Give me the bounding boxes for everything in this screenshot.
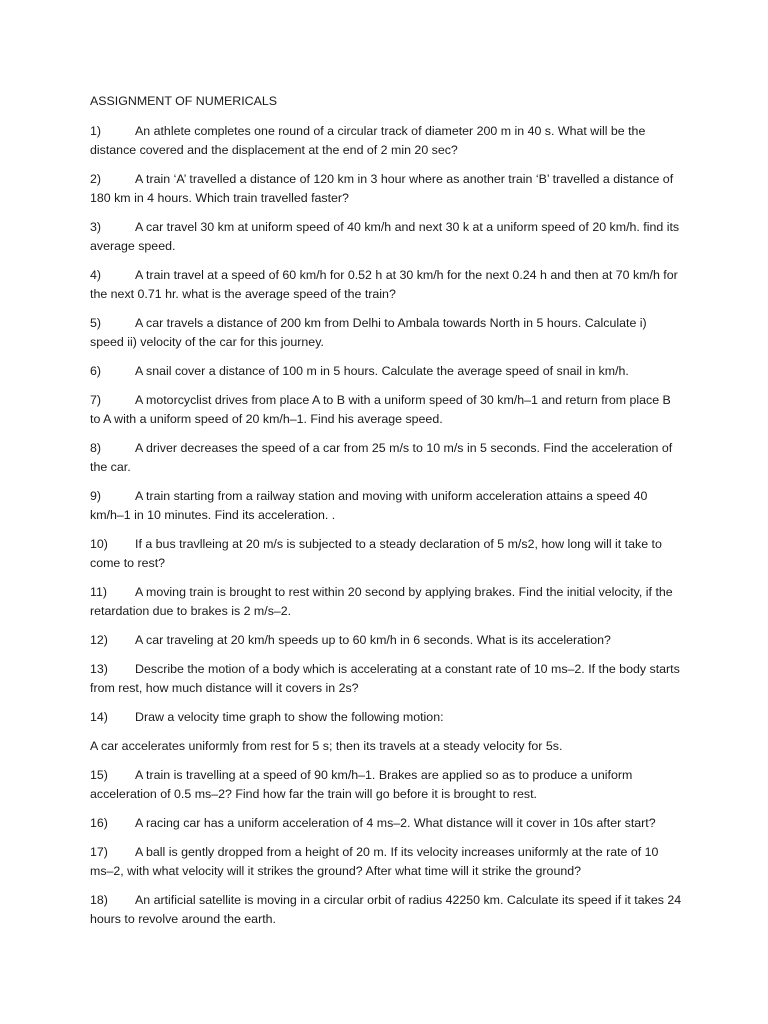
question-item bbox=[90, 218, 682, 256]
question-item bbox=[90, 891, 682, 929]
question-item bbox=[90, 708, 682, 727]
question-item bbox=[90, 439, 682, 477]
question-text: A moving train is brought to rest within 20 second by applying brakes. Find the initial velocity, if the retardation due to brakes is 2 m/s–2. bbox=[90, 585, 673, 618]
question-item bbox=[90, 535, 682, 573]
document-body bbox=[90, 92, 682, 939]
question-text: A car traveling at 20 km/h speeds up to 60 km/h in 6 seconds. What is its acceleration? bbox=[135, 633, 611, 647]
question-number: 6) bbox=[90, 364, 102, 378]
question-number: 12) bbox=[90, 633, 108, 647]
question-item bbox=[90, 314, 682, 352]
question-item bbox=[90, 631, 682, 650]
question-number: 4) bbox=[90, 268, 102, 282]
question-number: 15) bbox=[90, 768, 108, 782]
question-text: A train travel at a speed of 60 km/h for 0.52 h at 30 km/h for the next 0.24 h and then at 70 km/h for the next 0.71 hr. what is the average speed of the train? bbox=[90, 268, 678, 301]
q14-detail-text: A car accelerates uniformly from rest for 5 s; then its travels at a steady velocity for 5s. bbox=[90, 739, 563, 753]
question-item bbox=[90, 266, 682, 304]
question-number: 1) bbox=[90, 124, 102, 138]
question-text: A car travel 30 km at uniform speed of 40 km/h and next 30 k at a uniform speed of 20 km/h. find its average speed. bbox=[90, 220, 680, 253]
question-number: 10) bbox=[90, 537, 108, 551]
question-item bbox=[90, 583, 682, 621]
question-item bbox=[90, 660, 682, 698]
question-number: 16) bbox=[90, 816, 108, 830]
question-text: Describe the motion of a body which is accelerating at a constant rate of 10 ms–2. If the body starts from rest, how much distance will it covers in 2s? bbox=[90, 662, 680, 695]
question-text: A driver decreases the speed of a car from 25 m/s to 10 m/s in 5 seconds. Find the acceleration of the car. bbox=[90, 441, 673, 474]
question-text: A train ‘A’ travelled a distance of 120 km in 3 hour where as another train ‘B’ travelled a distance of 180 km in 4 hours. Which train travelled faster? bbox=[90, 172, 674, 205]
question-text: A snail cover a distance of 100 m in 5 hours. Calculate the average speed of snail in km/h. bbox=[135, 364, 629, 378]
question-number: 5) bbox=[90, 316, 102, 330]
question-number: 18) bbox=[90, 893, 108, 907]
question-number: 8) bbox=[90, 441, 102, 455]
question-list bbox=[90, 122, 682, 727]
question-text: A train is travelling at a speed of 90 km/h–1. Brakes are applied so as to produce a uniform acceleration of 0.5 ms–2? Find how far the train will go before it is brought to rest. bbox=[90, 768, 633, 801]
question-item bbox=[90, 843, 682, 881]
question-item bbox=[90, 362, 682, 381]
question-item bbox=[90, 487, 682, 525]
question-item bbox=[90, 122, 682, 160]
question-number: 7) bbox=[90, 393, 102, 407]
question-item bbox=[90, 766, 682, 804]
question-number: 17) bbox=[90, 845, 108, 859]
question-text: If a bus travlleing at 20 m/s is subjected to a steady declaration of 5 m/s2, how long will it take to come to rest? bbox=[90, 537, 662, 570]
question-number: 2) bbox=[90, 172, 102, 186]
question-number: 11) bbox=[90, 585, 107, 599]
question-text: An athlete completes one round of a circular track of diameter 200 m in 40 s. What will be the distance covered and the displacement at the end of 2 min 20 sec? bbox=[90, 124, 646, 157]
document-title: ASSIGNMENT OF NUMERICALS bbox=[90, 94, 278, 108]
question-list-continued bbox=[90, 766, 682, 929]
question-item bbox=[90, 170, 682, 208]
question-number: 9) bbox=[90, 489, 102, 503]
question-number: 13) bbox=[90, 662, 108, 676]
question-text: An artificial satellite is moving in a circular orbit of radius 42250 km. Calculate its speed if it takes 24 hours to revolve around the earth. bbox=[90, 893, 682, 926]
question-number: 3) bbox=[90, 220, 102, 234]
question-text: A motorcyclist drives from place A to B with a uniform speed of 30 km/h–1 and return from place B to A with a uniform speed of 20 km/h–1. Find his average speed. bbox=[90, 393, 671, 426]
question-number: 14) bbox=[90, 710, 108, 724]
question-text: A racing car has a uniform acceleration of 4 ms–2. What distance will it cover in 10s after start? bbox=[135, 816, 656, 830]
question-text: A car travels a distance of 200 km from Delhi to Ambala towards North in 5 hours. Calculate i) speed ii) velocity of the car for this journey. bbox=[90, 316, 647, 349]
question-text: A ball is gently dropped from a height of 20 m. If its velocity increases uniformly at the rate of 10 ms–2, with what velocity will it strikes the ground? After what time will it strike the ground? bbox=[90, 845, 659, 878]
question-text: Draw a velocity time graph to show the following motion: bbox=[135, 710, 444, 724]
question-text: A train starting from a railway station and moving with uniform acceleration attains a speed 40 km/h–1 in 10 minutes. Find its acceleration. . bbox=[90, 489, 648, 522]
question-item bbox=[90, 391, 682, 429]
question-item bbox=[90, 814, 682, 833]
